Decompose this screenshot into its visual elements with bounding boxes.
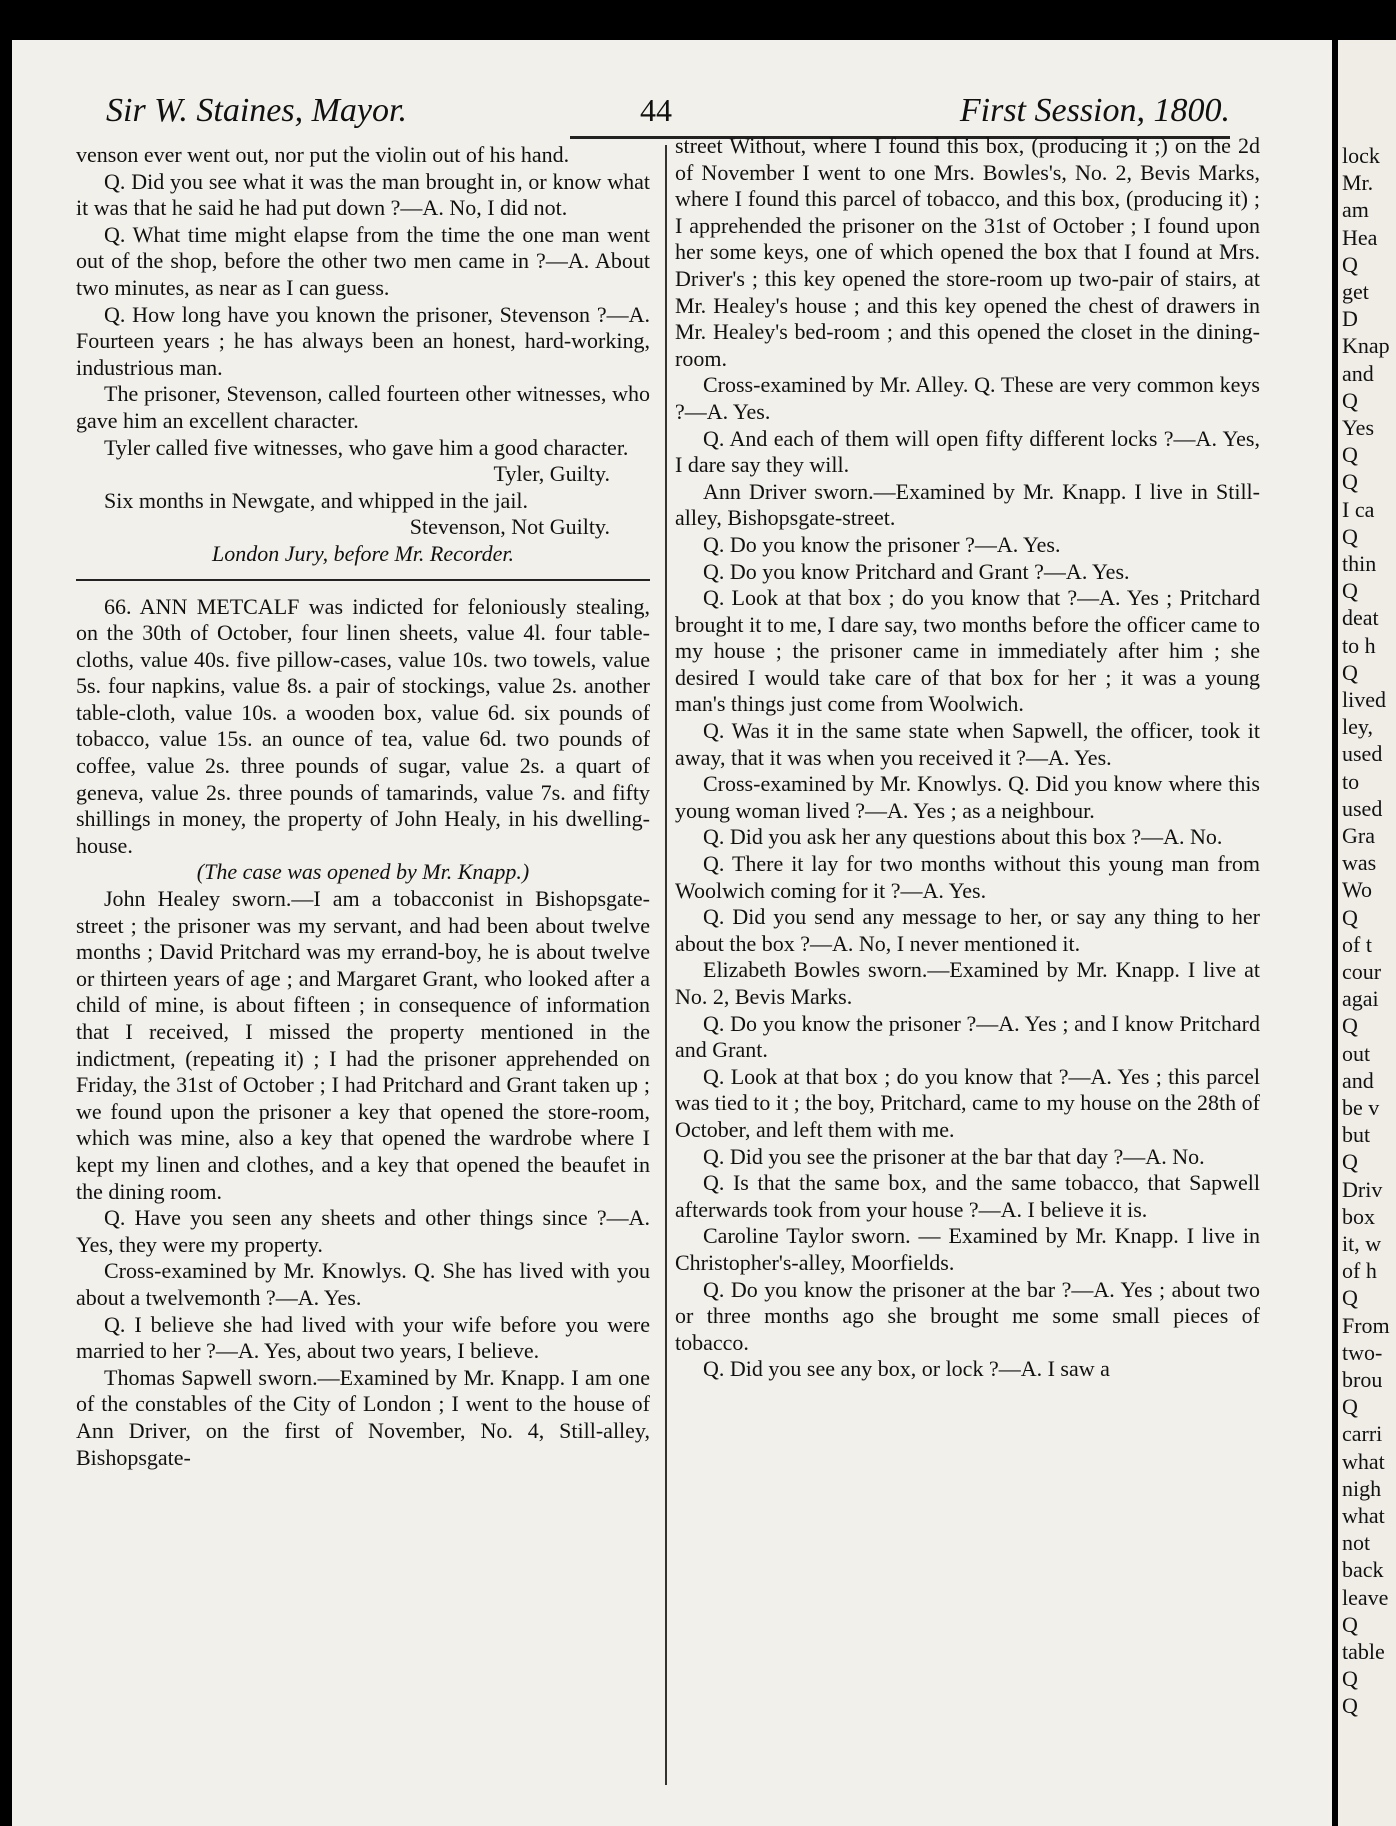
next-page-fragment: Q bbox=[1342, 1149, 1358, 1175]
next-page-fragment: what bbox=[1342, 1448, 1385, 1474]
next-page-fragment: Knap bbox=[1342, 333, 1390, 359]
paragraph: Q. Is that the same box, and the same tobacco, that Sapwell afterwards took from your house ?—A. I believe it is. bbox=[675, 1170, 1260, 1222]
next-page-edge bbox=[1338, 40, 1396, 1826]
paragraph: Q. Look at that box ; do you know that ?—A. Yes ; Pritchard brought it to me, I dare say, two months before the officer came to my house ; the prisoner came in immediately after him ; she desired I would take care of that box for her ; it was a young man's things just come from Woolwich. bbox=[675, 585, 1260, 717]
next-page-fragment: Mr. bbox=[1342, 170, 1374, 196]
next-page-fragment: of t bbox=[1342, 931, 1372, 957]
next-page-fragment: back bbox=[1342, 1557, 1384, 1583]
next-page-fragment: two- bbox=[1342, 1339, 1383, 1365]
next-page-fragment: cour bbox=[1342, 959, 1382, 984]
next-page-fragment: carri bbox=[1342, 1421, 1383, 1447]
next-page-fragment: lock bbox=[1342, 143, 1380, 168]
next-page-fragment: Q bbox=[1342, 1285, 1358, 1311]
testimony: Elizabeth Bowles sworn.—Examined by Mr. Knapp. I live at No. 2, Bevis Marks. bbox=[675, 957, 1260, 1009]
next-page-fragment: box bbox=[1342, 1203, 1375, 1229]
next-page-fragment: and bbox=[1342, 1067, 1374, 1093]
next-page-fragment: lived bbox=[1342, 687, 1386, 712]
next-page-fragment: out bbox=[1342, 1040, 1371, 1066]
paragraph: Q. And each of them will open fifty different locks ?—A. Yes, I dare say they will. bbox=[675, 425, 1260, 478]
paragraph: Q. Do you know the prisoner at the bar ?—A. Yes ; about two or three months ago she brought me some small pieces of tobacco. bbox=[675, 1276, 1260, 1355]
next-page-fragment: to h bbox=[1342, 632, 1376, 658]
next-page-fragment: Q bbox=[1342, 578, 1358, 604]
next-page-fragment: Driv bbox=[1342, 1176, 1383, 1202]
next-page-fragment: used bbox=[1342, 741, 1383, 767]
next-page-fragment: Gra bbox=[1342, 823, 1375, 848]
next-page-fragment: of h bbox=[1342, 1258, 1377, 1284]
sentence: Six months in Newgate, and whipped in the jail. bbox=[104, 487, 529, 513]
case-separator-rule bbox=[76, 579, 650, 581]
header-right: First Session, 1800. bbox=[959, 92, 1230, 129]
paragraph: Q. What time might elapse from the time the one man went out of the shop, before the other two men came in ?—A. About two minutes, as near as I can guess. bbox=[76, 221, 650, 300]
paragraph: Q. How long have you known the prisoner, Stevenson ?—A. Fourteen years ; he has always been an honest, hard-working, industrious man. bbox=[76, 301, 650, 380]
paragraph: Cross-examined by Mr. Alley. Q. These are very common keys ?—A. Yes. bbox=[675, 372, 1260, 424]
next-page-fragment: agai bbox=[1342, 986, 1379, 1012]
running-header bbox=[90, 92, 1230, 138]
next-page-fragment: Q bbox=[1342, 251, 1358, 277]
paragraph: Q. Was it in the same state when Sapwell, the officer, took it away, that it was when you received it ?—A. Yes. bbox=[675, 718, 1260, 770]
next-page-fragment: be v bbox=[1342, 1095, 1380, 1120]
next-page-fragment: From bbox=[1342, 1312, 1390, 1338]
testimony: Caroline Taylor sworn. — Examined by Mr. Knapp. I live in Christopher's-alley, Moorfields. bbox=[675, 1223, 1260, 1275]
paragraph: Cross-examined by Mr. Knowlys. Q. Did you know where this young woman lived ?—A. Yes ; as a neighbour. bbox=[675, 771, 1260, 823]
next-page-fragment: to bbox=[1342, 768, 1360, 794]
next-page-fragment: Q bbox=[1342, 469, 1358, 495]
paragraph: Q. Did you see what it was the man brought in, or know what it was that he said he had put down ?—A. No, I did not. bbox=[76, 168, 650, 221]
next-page-fragment: thin bbox=[1342, 551, 1377, 576]
next-page-fragment: what bbox=[1342, 1503, 1385, 1528]
next-page-fragment: brou bbox=[1342, 1367, 1383, 1392]
next-page-fragment: D bbox=[1342, 306, 1358, 332]
next-page-fragment: nigh bbox=[1342, 1475, 1382, 1501]
next-page-fragment: get bbox=[1342, 279, 1369, 304]
paragraph: Q. Do you know Pritchard and Grant ?—A. Yes. bbox=[703, 558, 1130, 584]
column-divider bbox=[665, 145, 667, 1785]
paragraph: Q. Did you send any message to her, or say any thing to her about the box ?—A. No, I never mentioned it. bbox=[675, 904, 1260, 956]
next-page-fragment: I ca bbox=[1342, 496, 1375, 522]
next-page-fragment: Q bbox=[1342, 442, 1358, 468]
paragraph: Q. Do you know the prisoner ?—A. Yes. bbox=[703, 531, 1061, 557]
next-page-fragment: Hea bbox=[1342, 224, 1378, 250]
next-page-fragment: but bbox=[1342, 1122, 1371, 1148]
page-number: 44 bbox=[640, 92, 672, 128]
next-page-fragment: ley, bbox=[1342, 714, 1373, 740]
paragraph: Q. Did you see any box, or lock ?—A. I saw a bbox=[703, 1356, 1110, 1382]
next-page-fragment: Q bbox=[1342, 1693, 1358, 1719]
paragraph: venson ever went out, nor put the violin out of his hand. bbox=[76, 142, 570, 167]
next-page-fragment: used bbox=[1342, 795, 1383, 821]
left-column bbox=[76, 142, 650, 1471]
next-page-fragment: am bbox=[1342, 197, 1369, 223]
paragraph: The prisoner, Stevenson, called fourteen other witnesses, who gave him an excellent character. bbox=[76, 381, 650, 433]
next-page-fragment: Q bbox=[1342, 1394, 1358, 1420]
next-page-fragment: was bbox=[1342, 850, 1377, 876]
paragraph: Cross-examined by Mr. Knowlys. Q. She has lived with you about a twelvemonth ?—A. Yes. bbox=[76, 1258, 650, 1310]
paragraph: Q. I believe she had lived with your wife before you were married to her ?—A. Yes, about two years, I believe. bbox=[76, 1311, 650, 1364]
paragraph: Q. Have you seen any sheets and other things since ?—A. Yes, they were my property. bbox=[76, 1205, 650, 1257]
next-page-fragment: table bbox=[1342, 1639, 1385, 1664]
next-page-fragment: Q bbox=[1342, 1666, 1358, 1692]
next-page-fragment: leave bbox=[1342, 1584, 1389, 1610]
verdict: Tyler, Guilty. bbox=[493, 461, 610, 487]
next-page-fragment: Wo bbox=[1342, 877, 1373, 903]
indictment: 66. ANN METCALF was indicted for feloniously stealing, on the 30th of October, four linen sheets, value 4l. four table-cloths, value 40s. five pillow-cases, value 10s. two towels, value 5s. four napkins, value 8s. a pair of stockings, value 2s. another table-cloth, value 10s. a wooden box, value 6d. six pounds of tobacco, value 15s. an ounce of tea, value 6d. two pounds of coffee, value 2s. three pounds of sugar, value 2s. a quart of geneva, value 2s. three pounds of tamarinds, value 7s. and fifty shillings in money, the property of John Healy, in his dwelling-house. bbox=[76, 593, 650, 858]
next-page-fragment: Q bbox=[1342, 1611, 1358, 1637]
testimony: Thomas Sapwell sworn.—Examined by Mr. Knapp. I am one of the constables of the City of London ; I went to the house of Ann Driver, on the first of November, No. 4, Still-alley, Bishopsgate- bbox=[76, 1364, 650, 1470]
next-page-fragment: Q bbox=[1342, 523, 1358, 549]
next-page-fragment: deat bbox=[1342, 605, 1379, 631]
paragraph: Q. Look at that box ; do you know that ?—A. Yes ; this parcel was tied to it ; the boy, Pritchard, came to my house on the 28th of October, and left them with me. bbox=[675, 1063, 1260, 1142]
next-page-fragment: Q bbox=[1342, 387, 1358, 413]
next-page-fragment: and bbox=[1342, 360, 1374, 386]
verdict: Stevenson, Not Guilty. bbox=[409, 514, 610, 540]
next-page-fragment: Q bbox=[1342, 1013, 1358, 1039]
jury-line: London Jury, before Mr. Recorder. bbox=[211, 540, 515, 566]
header-left: Sir W. Staines, Mayor. bbox=[106, 92, 407, 129]
paragraph: street Without, where I found this box, (producing it ;) on the 2d of November I went to one Mrs. Bowles's, No. 2, Bevis Marks, where I found this parcel of tobacco, and this box, (producing it) ; I apprehended the prisoner on the 31st of October ; I found upon her some keys, one of which opened the box that I found at Mrs. Driver's ; this key opened the store-room up two-pair of stairs, at Mr. Healey's house ; and this key opened the chest of drawers in Mr. Healey's bed-room ; and this opened the closet in the dining-room. bbox=[675, 133, 1260, 371]
case-opened-note: (The case was opened by Mr. Knapp.) bbox=[196, 859, 530, 885]
next-page-fragment: Yes bbox=[1342, 415, 1375, 440]
testimony: John Healey sworn.—I am a tobacconist in Bishopsgate-street ; the prisoner was my servant, and had been about twelve months ; David Pritchard was my errand-boy, he is about twelve or thirteen years of age ; and Margaret Grant, who looked after a child of mine, is about fifteen ; in consequence of information that I received, I missed the property mentioned in the indictment, (repeating it) ; I had the prisoner apprehended on Friday, the 31st of October ; I had Pritchard and Grant taken up ; we found upon the prisoner a key that opened the store-room, which was mine, also a key that opened the wardrobe where I kept my linen and clothes, and a key that opened the beaufet in the dining room. bbox=[76, 886, 650, 1204]
paragraph: Q. Do you know the prisoner ?—A. Yes ; and I know Pritchard and Grant. bbox=[675, 1010, 1260, 1063]
paragraph: Q. Did you see the prisoner at the bar that day ?—A. No. bbox=[703, 1143, 1205, 1169]
paragraph: Q. Did you ask her any questions about this box ?—A. No. bbox=[703, 824, 1223, 850]
next-page-fragment: Q bbox=[1342, 904, 1358, 930]
next-page-fragment: not bbox=[1342, 1530, 1371, 1556]
right-column bbox=[675, 133, 1260, 1383]
paragraph: Tyler called five witnesses, who gave him a good character. bbox=[104, 434, 629, 460]
paragraph: Q. There it lay for two months without this young man from Woolwich coming for it ?—A. Yes. bbox=[675, 851, 1260, 903]
next-page-fragment: Q bbox=[1342, 659, 1358, 685]
testimony: Ann Driver sworn.—Examined by Mr. Knapp. I live in Still-alley, Bishopsgate-street. bbox=[675, 478, 1260, 531]
next-page-fragment: it, w bbox=[1342, 1231, 1382, 1256]
